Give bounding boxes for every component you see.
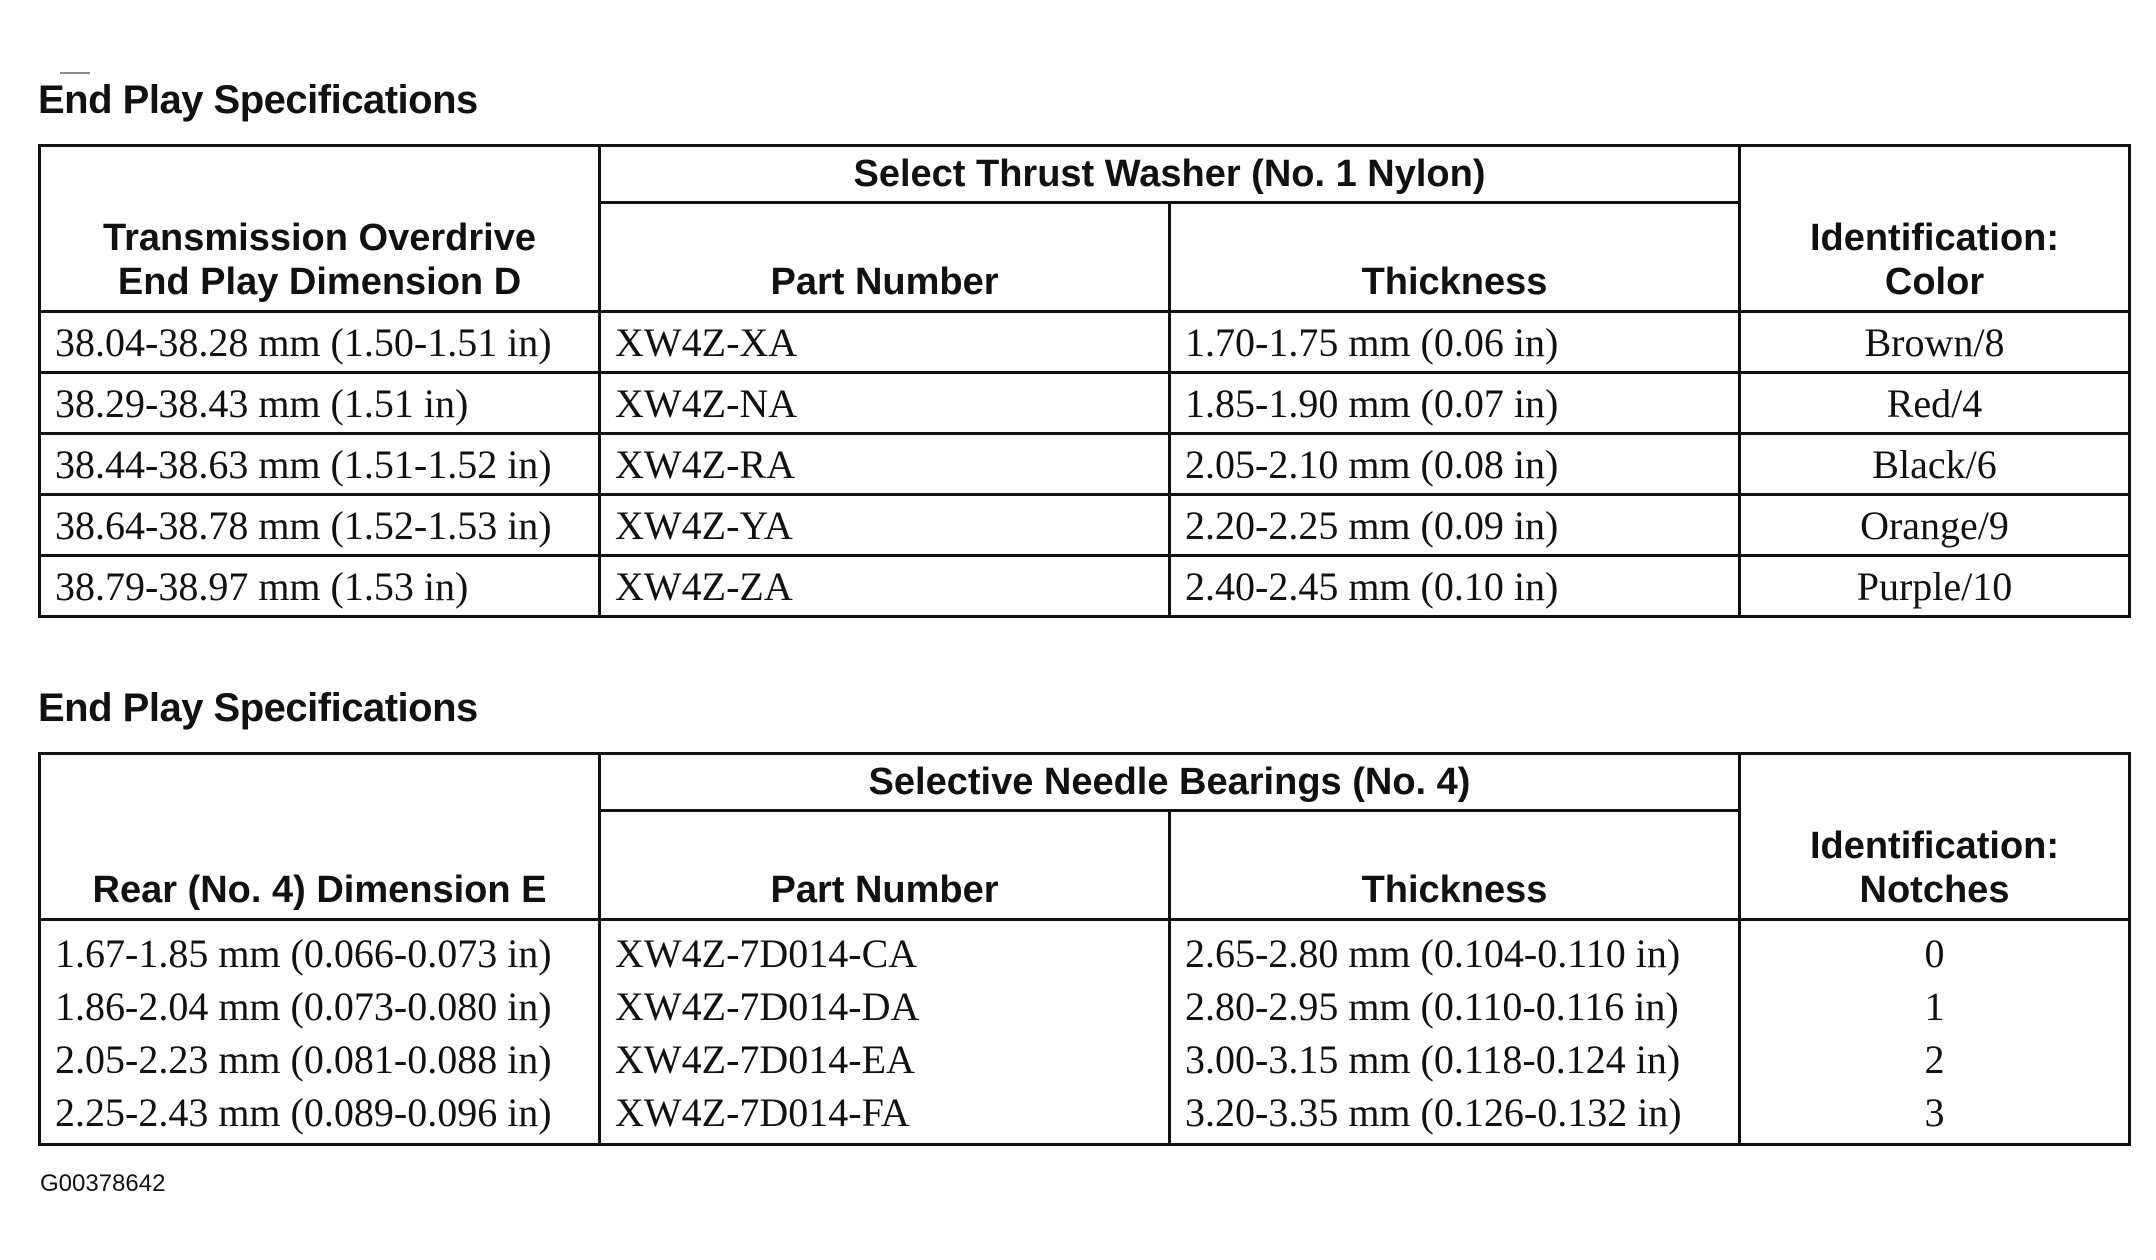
thickness-cell: 3.20-3.35 mm (0.126-0.132 in) bbox=[1170, 1086, 1740, 1145]
identification-cell: 2 bbox=[1740, 1033, 2130, 1086]
part-number-header: Part Number bbox=[600, 203, 1170, 312]
dimension-cell: 38.04-38.28 mm (1.50-1.51 in) bbox=[40, 312, 600, 373]
needle-bearing-table bbox=[38, 752, 2131, 1146]
table-row bbox=[40, 373, 2130, 434]
table-row bbox=[40, 1033, 2130, 1086]
needle-bearing-group-header: Selective Needle Bearings (No. 4) bbox=[600, 754, 1740, 811]
part-number-cell: XW4Z-RA bbox=[600, 434, 1170, 495]
dimension-cell: 38.29-38.43 mm (1.51 in) bbox=[40, 373, 600, 434]
part-number-cell: XW4Z-XA bbox=[600, 312, 1170, 373]
identification-cell: Purple/10 bbox=[1740, 556, 2130, 617]
header-line: Color bbox=[1884, 261, 1985, 303]
header-line: Identification: bbox=[1809, 217, 2060, 259]
end-play-section-2 bbox=[38, 678, 2128, 1146]
part-number-cell: XW4Z-7D014-FA bbox=[600, 1086, 1170, 1145]
thickness-cell: 2.65-2.80 mm (0.104-0.110 in) bbox=[1170, 920, 1740, 981]
dimension-cell: 38.79-38.97 mm (1.53 in) bbox=[40, 556, 600, 617]
table-row bbox=[40, 312, 2130, 373]
dimension-cell: 2.25-2.43 mm (0.089-0.096 in) bbox=[40, 1086, 600, 1145]
header-line: End Play Dimension D bbox=[117, 261, 522, 303]
thickness-cell: 2.40-2.45 mm (0.10 in) bbox=[1170, 556, 1740, 617]
part-number-cell: XW4Z-YA bbox=[600, 495, 1170, 556]
table-row bbox=[40, 556, 2130, 617]
part-number-cell: XW4Z-7D014-CA bbox=[600, 920, 1170, 981]
thrust-washer-group-header: Select Thrust Washer (No. 1 Nylon) bbox=[600, 146, 1740, 203]
dimension-cell: 1.67-1.85 mm (0.066-0.073 in) bbox=[40, 920, 600, 981]
figure-code: G00378642 bbox=[40, 1170, 166, 1197]
identification-cell: Red/4 bbox=[1740, 373, 2130, 434]
identification-cell: Black/6 bbox=[1740, 434, 2130, 495]
table-row bbox=[40, 495, 2130, 556]
identification-cell: 1 bbox=[1740, 980, 2130, 1033]
section-title: End Play Specifications bbox=[38, 686, 478, 730]
part-number-cell: XW4Z-7D014-DA bbox=[600, 980, 1170, 1033]
table-row bbox=[40, 980, 2130, 1033]
dimension-cell: 1.86-2.04 mm (0.073-0.080 in) bbox=[40, 980, 600, 1033]
end-play-section-1 bbox=[38, 70, 2128, 618]
identification-notches-header bbox=[1740, 754, 2130, 920]
dimension-d-header bbox=[40, 146, 600, 312]
identification-color-header bbox=[1740, 146, 2130, 312]
thickness-cell: 1.70-1.75 mm (0.06 in) bbox=[1170, 312, 1740, 373]
dimension-cell: 38.64-38.78 mm (1.52-1.53 in) bbox=[40, 495, 600, 556]
dimension-cell: 38.44-38.63 mm (1.51-1.52 in) bbox=[40, 434, 600, 495]
thickness-header: Thickness bbox=[1170, 811, 1740, 920]
dimension-cell: 2.05-2.23 mm (0.081-0.088 in) bbox=[40, 1033, 600, 1086]
thrust-washer-table bbox=[38, 144, 2131, 618]
thickness-cell: 2.20-2.25 mm (0.09 in) bbox=[1170, 495, 1740, 556]
header-line: Identification: bbox=[1809, 825, 2060, 867]
part-number-cell: XW4Z-7D014-EA bbox=[600, 1033, 1170, 1086]
table-row bbox=[40, 920, 2130, 981]
identification-cell: Orange/9 bbox=[1740, 495, 2130, 556]
thickness-cell: 2.80-2.95 mm (0.110-0.116 in) bbox=[1170, 980, 1740, 1033]
thickness-cell: 2.05-2.10 mm (0.08 in) bbox=[1170, 434, 1740, 495]
part-number-cell: XW4Z-NA bbox=[600, 373, 1170, 434]
thickness-cell: 1.85-1.90 mm (0.07 in) bbox=[1170, 373, 1740, 434]
part-number-header: Part Number bbox=[600, 811, 1170, 920]
thickness-header: Thickness bbox=[1170, 203, 1740, 312]
header-line: Transmission Overdrive bbox=[103, 217, 536, 259]
identification-cell: 0 bbox=[1740, 920, 2130, 981]
dimension-e-header: Rear (No. 4) Dimension E bbox=[40, 754, 600, 920]
identification-cell: Brown/8 bbox=[1740, 312, 2130, 373]
table-row bbox=[40, 434, 2130, 495]
thickness-cell: 3.00-3.15 mm (0.118-0.124 in) bbox=[1170, 1033, 1740, 1086]
table-row bbox=[40, 1086, 2130, 1145]
identification-cell: 3 bbox=[1740, 1086, 2130, 1145]
header-line: Notches bbox=[1859, 869, 2010, 911]
part-number-cell: XW4Z-ZA bbox=[600, 556, 1170, 617]
section-title: End Play Specifications bbox=[38, 78, 478, 122]
